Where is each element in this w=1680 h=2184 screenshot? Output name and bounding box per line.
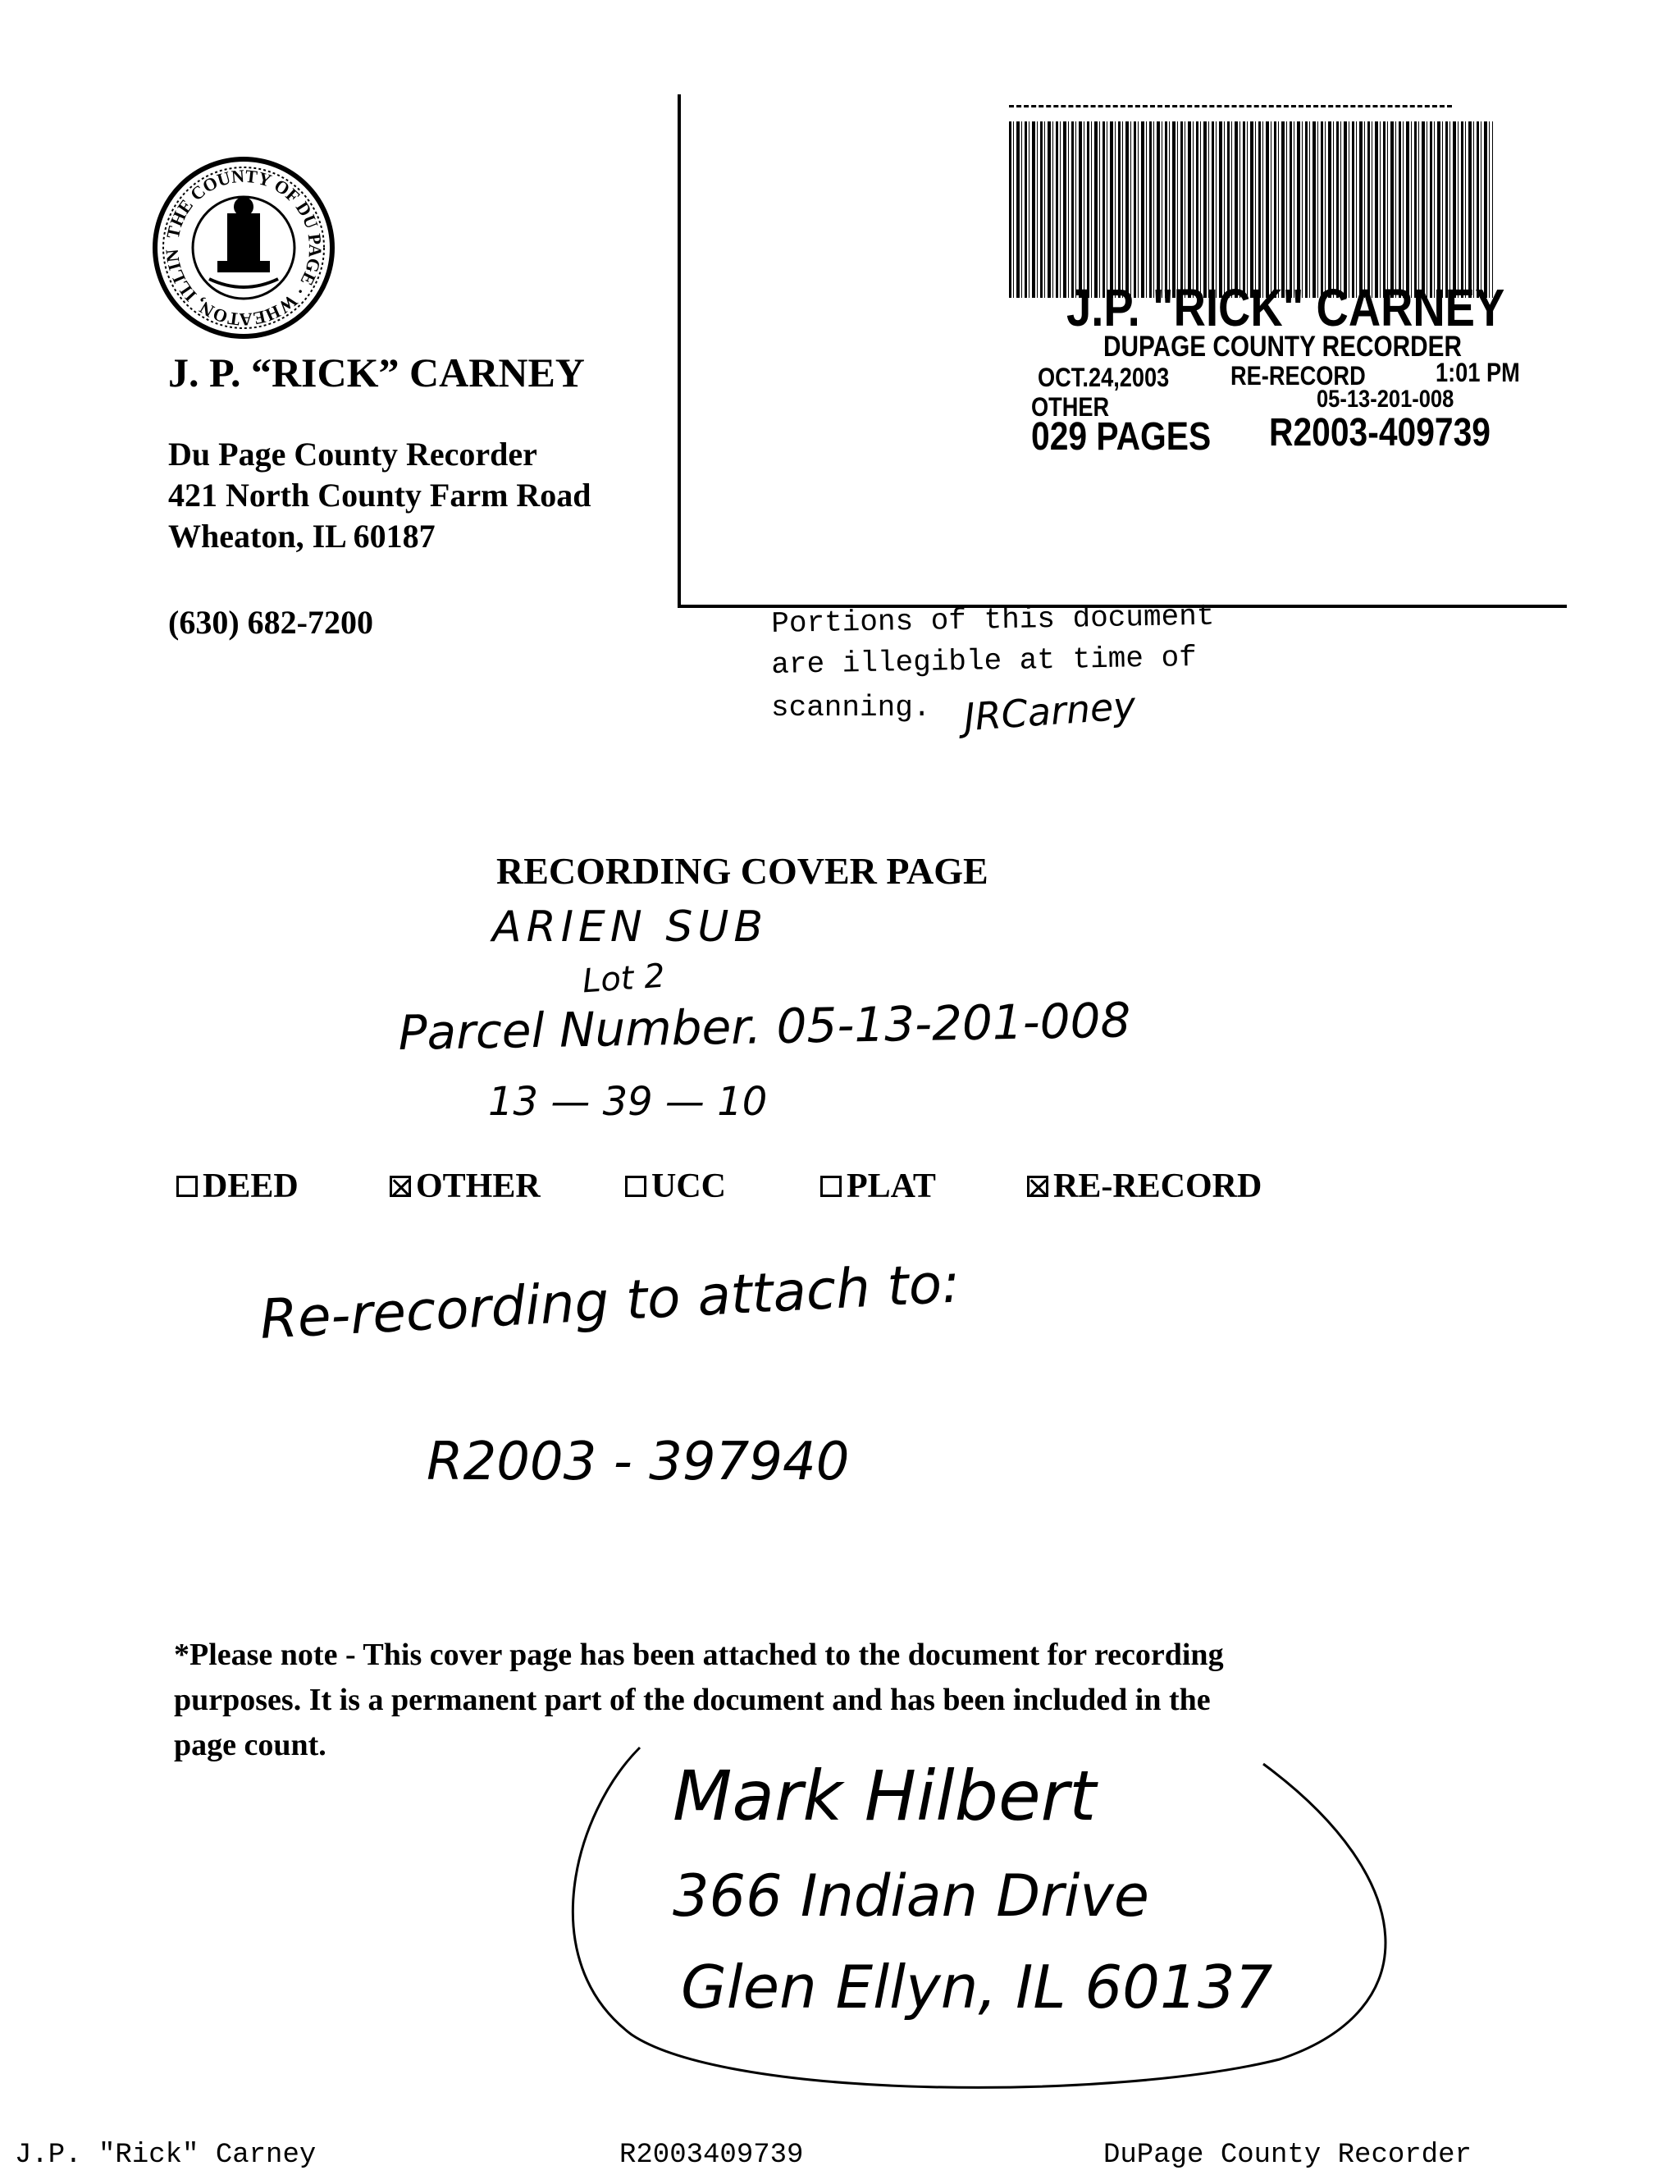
stamp-time: 1:01 PM (1436, 358, 1520, 387)
handwritten-code: 13 — 39 — 10 (488, 1079, 768, 1125)
footer-left: J.P. "Rick" Carney (15, 2140, 317, 2171)
seal-icon (152, 156, 336, 340)
stamp-category: OTHER (1031, 392, 1110, 422)
handwritten-return-address-line2: Glen Ellyn, IL 60137 (681, 1953, 1273, 2022)
checkbox-icon[interactable] (820, 1176, 842, 1197)
checkbox-label: UCC (651, 1167, 726, 1205)
illegible-note-line2: are illegible at time of (771, 640, 1198, 682)
handwritten-attach-doc: R2003 - 397940 (427, 1432, 850, 1492)
recorder-phone: (630) 682-7200 (168, 604, 373, 641)
checkbox-label: PLAT (847, 1167, 936, 1205)
stamp-name: J.P. "RICK" CARNEY (1066, 278, 1505, 337)
stamp-office: DUPAGE COUNTY RECORDER (1103, 331, 1462, 363)
barcode (1009, 121, 1493, 298)
checked-checkbox-icon[interactable] (390, 1176, 411, 1197)
stamp-type: RE-RECORD (1230, 361, 1366, 391)
stamp-doc-number: R2003-409739 (1269, 411, 1491, 455)
cover-title: RECORDING COVER PAGE (496, 850, 988, 892)
handwritten-return-address-line1: 366 Indian Drive (673, 1862, 1149, 1930)
stamp-pages: 029 PAGES (1031, 415, 1212, 459)
checkbox-icon[interactable] (176, 1176, 198, 1197)
illegible-note-line3: scanning. (771, 691, 931, 724)
checkbox-label: DEED (203, 1167, 299, 1205)
barcode-dashes (1009, 105, 1452, 107)
checkbox-label: RE-RECORD (1053, 1167, 1262, 1205)
checkbox-icon[interactable] (625, 1176, 646, 1197)
handwritten-lot: Lot 2 (581, 957, 667, 1001)
handwritten-rerecord-instruction: Re-recording to attach to: (258, 1251, 962, 1351)
checkbox-other[interactable] (390, 1167, 541, 1206)
scanner-signature: JRCarney (962, 683, 1138, 740)
recorder-address-line2: Wheaton, IL 60187 (168, 518, 436, 555)
checkbox-deed[interactable] (176, 1167, 299, 1206)
cover-note-line3: page count. (174, 1728, 326, 1762)
handwritten-return-name: Mark Hilbert (673, 1756, 1097, 1836)
stamp-date: OCT.24,2003 (1038, 363, 1170, 392)
recorder-title: Du Page County Recorder (168, 436, 537, 473)
stamp-parcel: 05-13-201-008 (1317, 386, 1454, 413)
recorder-name: J. P. “RICK” CARNEY (168, 350, 585, 395)
svg-text:THE COUNTY OF DU PAGE · WHEATO: THE COUNTY OF DU PAGE · WHEATON, ILLIN (161, 165, 326, 331)
checkbox-ucc[interactable] (625, 1167, 726, 1206)
handwritten-parcel-number: Parcel Number. 05-13-201-008 (398, 992, 1131, 1061)
checkbox-label: OTHER (416, 1167, 541, 1205)
checkbox-re-record[interactable] (1027, 1167, 1262, 1206)
recorder-address-line1: 421 North County Farm Road (168, 477, 591, 514)
illegible-note-line1: Portions of this document (771, 599, 1215, 641)
footer-center: R2003409739 (619, 2140, 804, 2171)
footer-right: DuPage County Recorder (1103, 2140, 1472, 2171)
cover-note-line1: *Please note - This cover page has been attached to the document for recording (174, 1638, 1224, 1672)
cover-note-line2: purposes. It is a permanent part of the document and has been included in the (174, 1683, 1211, 1717)
county-seal (152, 156, 336, 340)
checkbox-plat[interactable] (820, 1167, 936, 1206)
handwritten-subdivision: ARIEN SUB (492, 902, 769, 952)
checked-checkbox-icon[interactable] (1027, 1176, 1048, 1197)
